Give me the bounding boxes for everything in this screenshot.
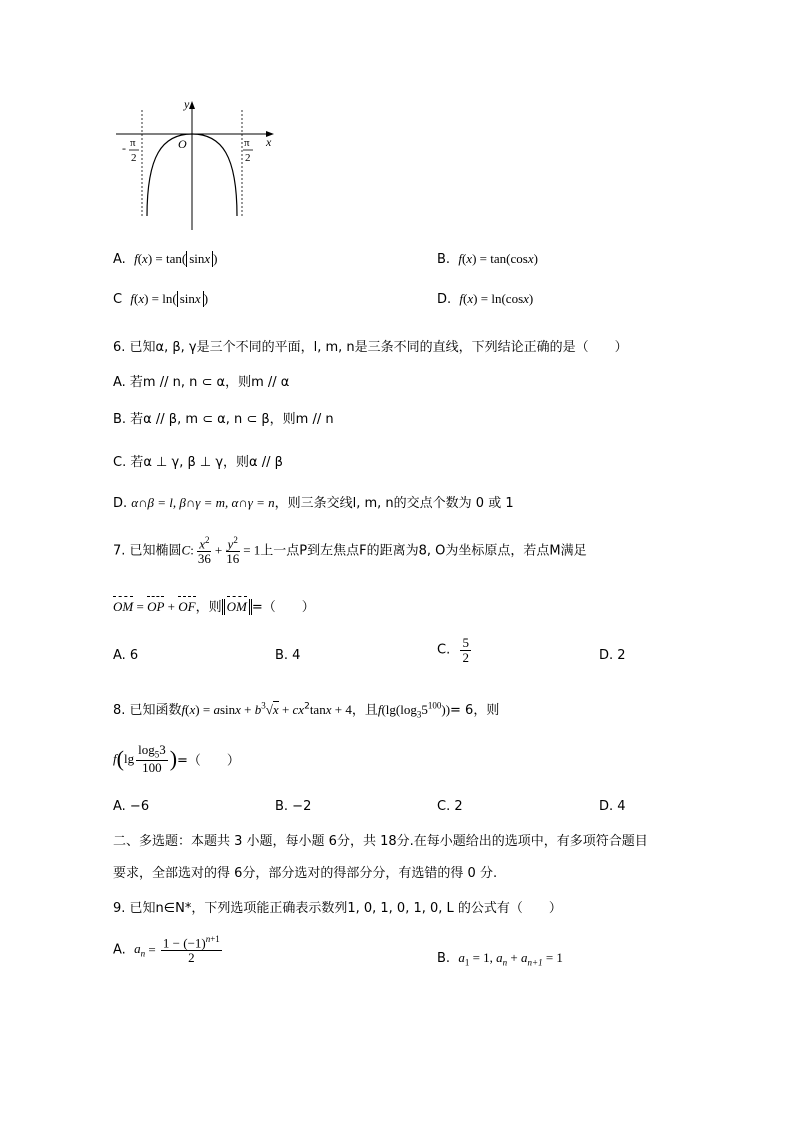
y-axis-label: y [184,97,190,111]
q8-option-b: B. −2 [275,799,312,814]
q5-option-c: C f(x) = ln( sinx ) [113,291,209,307]
q8-option-a: A. −6 [113,799,150,814]
q9-stem: 9. 已知n∈N*，下列选项能正确表示数列1, 0, 1, 0, 1, 0, L 的公式有（ ） [113,901,562,916]
q9-option-a: A. $a_n$ = $\frac{1 - (-1)^{n+1}}{2}$ [113,934,220,965]
q8-option-d: D. 4 [599,799,626,814]
q8-line2: f(lg $\frac{\log_53}{100}$ )=（ ） [113,742,240,776]
q6-option-a: A. 若m // n, n ⊂ α，则m // α [113,375,290,390]
q9-option-b: B. $a_1 = 1$, $a_n + a_{n+1} = 1$ [437,950,563,968]
q7-stem: 7. 已知椭圆C: $\frac{x^2}{36}$ + $\frac{y^2}{16}$ = 1上一点P到左焦点F的距离为8, O为坐标原点，若点M满足 [113,535,587,566]
q8-stem: 8. 已知函数$f(x) = asinx + b^3√x + cx^2\tan x + 4$，且$f(\lg(\log_35^{100}))= 6$，则 [113,700,500,720]
q6-stem: 6. 已知α, β, γ是三个不同的平面，l, m, n是三条不同的直线，下列结论正确的是（ ） [113,340,628,355]
y-axis-arrow [189,101,195,109]
section-2-heading-cont: 要求，全部选对的得 6分，部分选对的得部分分，有选错的得 0 分. [113,866,498,881]
function-graph [112,96,282,236]
q7-line2: OM = OP + OF，则 OM =（ ） [113,599,315,615]
q6-option-d: D. α∩β = l, β∩γ = m, α∩γ = n，则三条交线l, m, n的交点个数为 0 或 1 [113,495,514,511]
q7-option-c: C. $\frac{5}{2}$ [437,635,469,665]
origin-label: O [178,137,187,151]
q5-option-b: B. f(x) = tan(cosx) [437,251,538,267]
q5-option-d: D. f(x) = ln(cosx) [437,291,534,307]
q6-option-c: C. 若α ⊥ γ, β ⊥ γ，则α // β [113,455,283,470]
right-tick-den: 2 [245,152,251,164]
right-tick-num: π [244,137,250,149]
q8-option-c: C. 2 [437,799,463,814]
x-axis-label: x [266,135,272,149]
q7-option-d: D. 2 [599,648,626,663]
q7-option-a: A. 6 [113,648,139,663]
section-2-heading: 二、多选题：本题共 3 小题，每小题 6分，共 18分.在每小题给出的选项中，有多项符合题目 [113,834,648,849]
q7-option-b: B. 4 [275,648,301,663]
left-tick-num: π [130,137,136,149]
left-tick-sign: - [122,141,126,155]
q5-option-a: A. f(x) = tan( sinx ) [113,251,218,267]
q6-option-b: B. 若α // β, m ⊂ α, n ⊂ β，则m // n [113,412,334,427]
left-tick-den: 2 [131,152,137,164]
